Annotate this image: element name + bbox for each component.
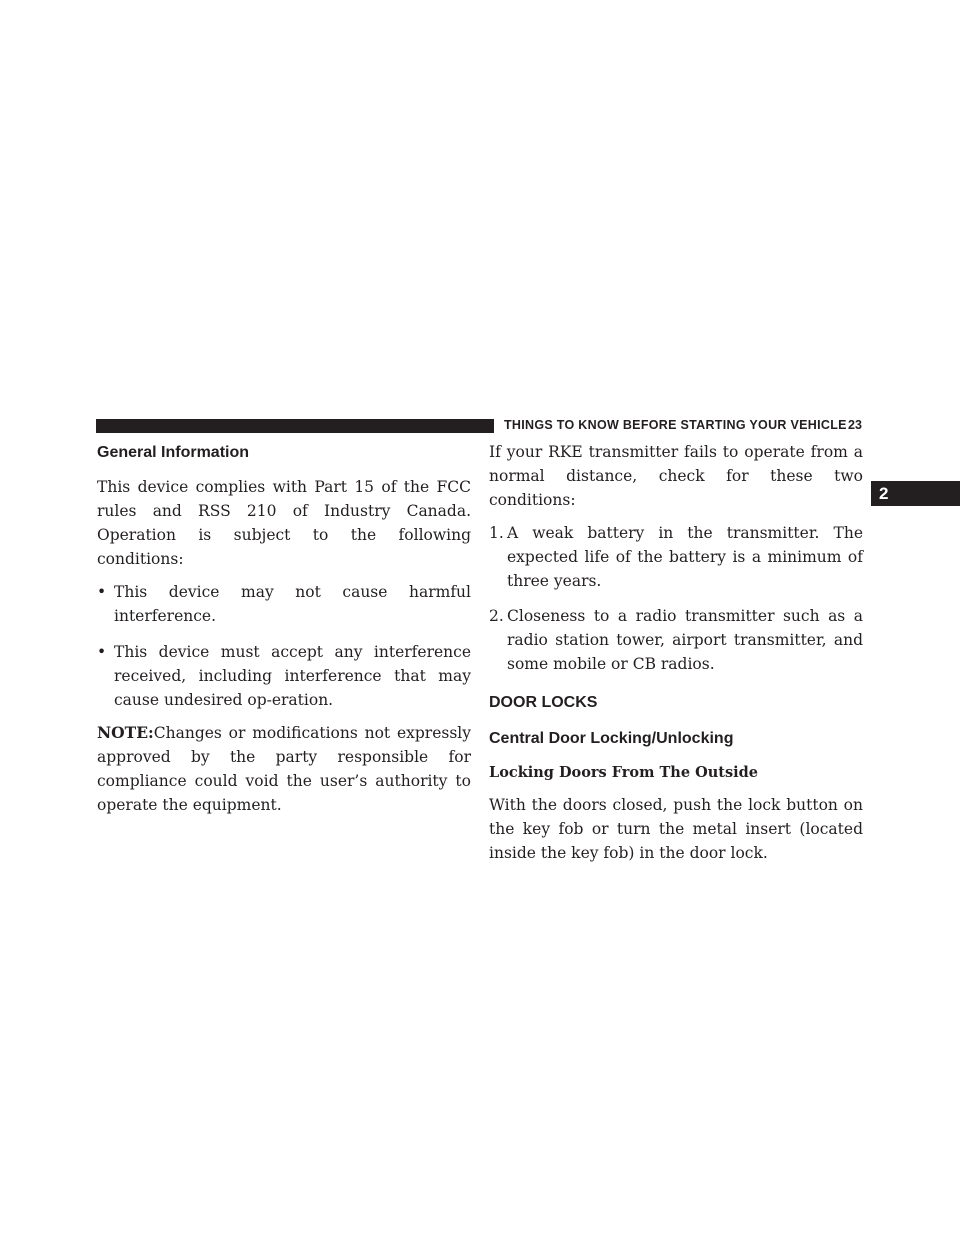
section-heading-general-information: General Information: [97, 444, 250, 461]
bullet-icon: •: [97, 583, 107, 601]
note-paragraph: [97, 721, 471, 817]
running-header-title: THINGS TO KNOW BEFORE STARTING YOUR VEHICLE: [504, 418, 847, 432]
note-text: Changes or modifications not expressly approved by the party responsible for compliance could void the user’s authority to operate the equipment.: [97, 724, 471, 814]
note-label: NOTE:: [97, 723, 154, 742]
bullet-text: This device may not cause harmful interference.: [114, 583, 471, 625]
bullet-icon: •: [97, 643, 107, 661]
section-heading-door-locks: DOOR LOCKS: [489, 694, 598, 711]
list-text: Closeness to a radio transmitter such as a radio station tower, airport transmitter, and some mobile or CB radios.: [507, 607, 863, 673]
list-number: 1.: [489, 524, 504, 542]
locking-instructions-paragraph: With the doors closed, push the lock button on the key fob or turn the metal insert (located inside the key fob) in the door lock.: [489, 796, 863, 862]
list-text: A weak battery in the transmitter. The expected life of the battery is a minimum of three years.: [507, 524, 863, 590]
chapter-tab: 2: [871, 481, 960, 506]
page-number: 23: [848, 418, 862, 432]
right-column: [489, 438, 863, 865]
left-column: [97, 438, 471, 817]
list-number: 2.: [489, 607, 504, 625]
subheading-central-door-locking: Central Door Locking/Unlocking: [489, 730, 734, 747]
list-item: [97, 580, 471, 628]
subheading-locking-from-outside: Locking Doors From The Outside: [489, 764, 759, 781]
header-rule: [96, 419, 494, 433]
list-item: [489, 604, 863, 676]
fcc-compliance-paragraph: This device complies with Part 15 of the FCC rules and RSS 210 of Industry Canada. Operation is subject to the following conditions:: [97, 478, 471, 568]
list-item: [97, 640, 471, 712]
bullet-text: This device must accept any interference received, including interference that may cause undesired op-eration.: [114, 643, 471, 709]
list-item: [489, 521, 863, 593]
rke-troubleshoot-paragraph: If your RKE transmitter fails to operate from a normal distance, check for these two conditions:: [489, 443, 863, 509]
